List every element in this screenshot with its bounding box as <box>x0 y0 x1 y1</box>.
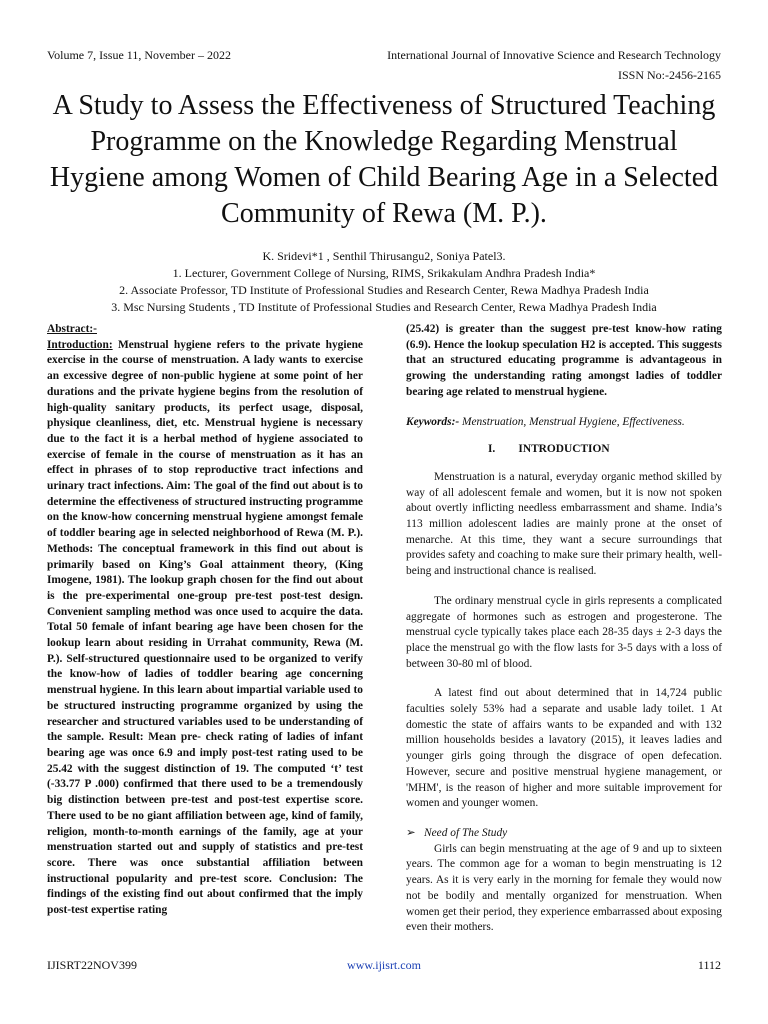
abstract-continued: (25.42) is greater than the suggest pre-test know-how rating (6.9). Hence the lookup speculation H2 is accepted. This suggests that an structured educating programme is advantageous in growing the understanding rating amongst ladies of toddler bearing age related to menstrual hygiene. <box>406 323 722 398</box>
left-column <box>47 322 363 919</box>
paper-title: A Study to Assess the Effectiveness of Structured Teaching Programme on the Knowledge Regarding Menstrual Hygiene among Women of Child Bearing Age in a Selected Community of Rewa (M. P.). <box>49 90 719 229</box>
paragraph-3: A latest find out about determined that in 14,724 public faculties solely 53% had a separate and usable lady toilet. 1 At domestic the state of affairs wants to be expanded and with 132 million households besides a lavatory (2015), it leaves ladies and younger girls going through the disgrace of open defecation. However, secure and positive menstrual hygiene management, or 'MHM', is the reason of higher and more suitable improvement for women and younger women. <box>406 687 722 810</box>
introduction-label: Introduction: <box>47 338 113 351</box>
abstract-body: Menstrual hygiene refers to the private hygiene exercise in the course of menstruation. A lady wants to exercise an excessive degree of non-public hygiene at some point of her durations and the private hygiene begins from the resolution of high-quality sanitary products, its perfect usage, disposal, physique cleanliness, diet, etc. Menstrual hygiene is necessary due to the fact it is a herbal method of hygiene associated to exercise of female in the course of menstruation as it has an effect in phrases of to stop reproductive tract infections and urinary tract infections. Aim: The goal of the find out about is to determine the effectiveness of structured instructing programme on the know-how concerning menstrual hygiene amongst female of toddler bearing age in selected neighborhood of Rewa (M. P.). Methods: The conceptual framework in this find out about is primarily based on King’s Goal attainment theory, (King Imogene, 1981). The lookup graph chosen for the find out about is the pre-experimental one-group pre-test post-test design. Convenient sampling method was once used to acquire the data. Total 50 female of infant bearing age have been chosen for the lookup learn about residing in Urrahat community, Rewa (M. P.). Self-structured questionnaire used to be organized to verify the know-how of ladies of toddler bearing age concerning menstrual hygiene. In this learn about impartial variable used to be structured instructing programme organized by using the researcher and structured variables used to be understanding of the sample. Result: Mean pre- check rating of ladies of infant bearing age was once 6.9 and imply post-test rating used to be 25.42 with the suggest distinction of 19. The computed ‘t’ test (-33.77 P .000) confirmed that there used to be a tremendously big distinction between pre-test and post-test expertise score. There used to be no giant affiliation between age, kind of family, religion, month-to-month earnings of the family, age at your menstruation started out and supply of statistics and pre-test score. There was once substantial affiliation between instructional popularity and pre-test score. Conclusion: The findings of the existing find out about confirmed that the imply post-test expertise rating <box>47 338 363 917</box>
page-number: 1112 <box>697 958 721 972</box>
need-heading: Need of The Study <box>424 826 508 839</box>
affiliation-3: 3. Msc Nursing Students , TD Institute of Professional Studies and Research Center, Rewa Madhya Pradesh India <box>111 300 657 314</box>
journal-url-link[interactable]: www.ijisrt.com <box>347 958 421 972</box>
author-names: K. Sridevi*1 , Senthil Thirusangu2, Soniya Patel3. <box>262 249 506 263</box>
need-of-study <box>406 826 722 936</box>
paragraph-1: Menstruation is a natural, everyday organic method skilled by way of all adolescent female and women, but it is now not spoken about overtly inflicting needless embarrassment and shame. India’s 113 million adolescent ladies are mainly prone at the onset of menarche. At this time, they want a secure surroundings that provides safety and coaching to make sure their primary health, well-being and instructional chance is realised. <box>406 470 722 578</box>
arrow-bullet-icon: ➢ <box>406 826 416 839</box>
need-text: Girls can begin menstruating at the age of 9 and up to sixteen years. The common age for a woman to begin menstruating is 12 years. As it is very early in the morning for female they would now not be bodily and mentally organized for menstruation. When women get their period, they experience embarrassed about exposing even their mothers. <box>406 842 722 934</box>
paper-code: IJISRT22NOV399 <box>47 958 137 972</box>
section-heading <box>406 442 722 458</box>
keywords-values: Menstruation, Menstrual Hygiene, Effectiveness. <box>462 415 685 428</box>
paragraph-2: The ordinary menstrual cycle in girls represents a complicated aggregate of hormones such as estrogen and progesterone. The menstrual cycle typically takes place each 28-35 days ± 2-3 days the place the menstrual go with the flow lasts for 3-5 days with a loss of between 30-80 ml of blood. <box>406 594 722 670</box>
abstract-heading: Abstract:- <box>47 323 97 335</box>
journal-url-wrap <box>0 958 768 973</box>
affiliation-1: 1. Lecturer, Government College of Nursing, RIMS, Srikakulam Andhra Pradesh India* <box>172 266 596 280</box>
section-title: INTRODUCTION <box>518 443 610 456</box>
author-block <box>40 248 728 316</box>
right-column <box>406 322 722 950</box>
volume-info: Volume 7, Issue 11, November – 2022 <box>47 48 231 62</box>
journal-name: International Journal of Innovative Science and Research Technology <box>387 48 721 62</box>
affiliation-2: 2. Associate Professor, TD Institute of Professional Studies and Research Center, Rewa Madhya Pradesh India <box>119 283 649 297</box>
keywords-label: Keywords:- <box>406 415 460 428</box>
section-number: I. <box>488 443 496 456</box>
issn: ISSN No:-2456-2165 <box>617 68 721 82</box>
abstract-text <box>47 338 363 919</box>
keywords <box>406 415 722 431</box>
